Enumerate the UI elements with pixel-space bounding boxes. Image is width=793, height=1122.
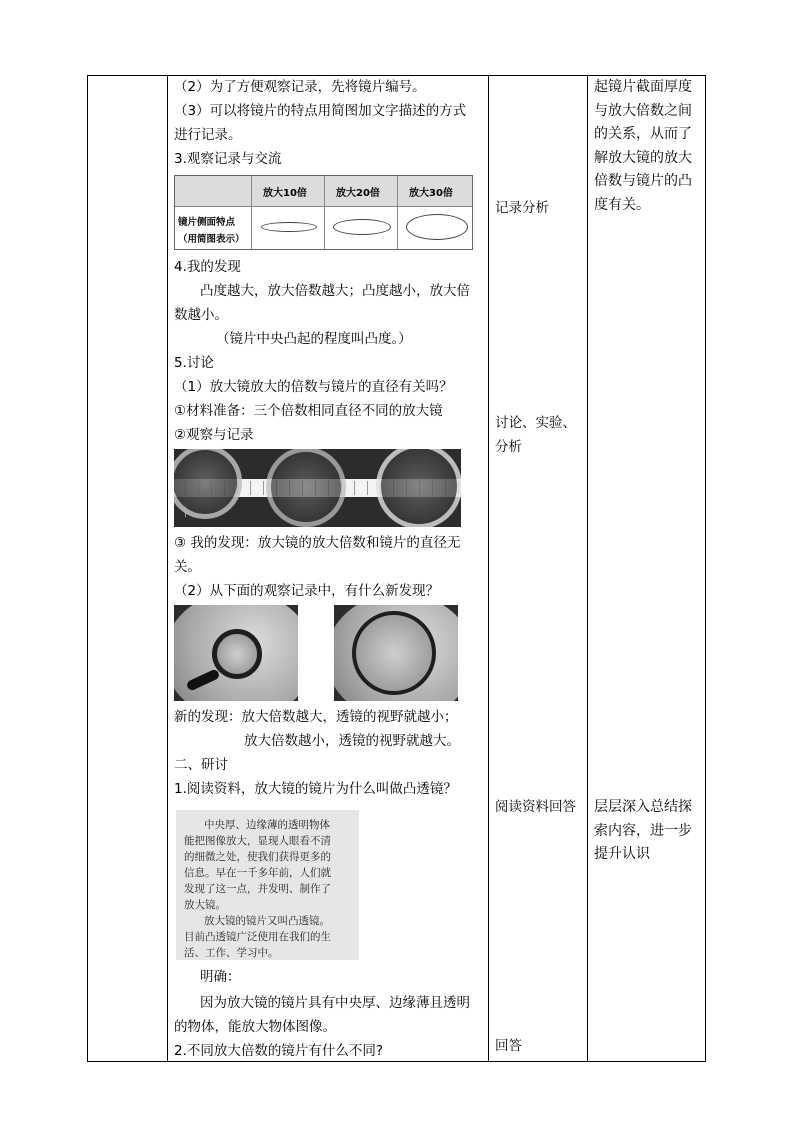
activity-label: 讨论、实验、 [495,415,576,431]
text-line: 2.不同放大倍数的镜片有什么不同? [174,1043,384,1059]
reading-line: 活、工作、学习中。 [184,947,279,959]
text-line: 数越小。 [174,307,228,323]
section-heading: 5.讨论 [174,355,214,371]
row-label: 镜片侧面特点 [178,217,236,228]
row-label: （用简图表示） [178,234,245,245]
header-10x: 放大10倍 [263,188,307,199]
text-line: 的物体，能放大物体图像。 [174,1019,336,1035]
text-line: ②观察与记录 [174,427,254,443]
text-line: 凸度越大，放大倍数越大；凸度越小，放大倍 [200,283,470,299]
text-line: （1）放大镜放大的倍数与镜片的直径有关吗？ [174,379,453,395]
section-heading: 3.观察记录与交流 [174,151,282,167]
magnifier [212,629,262,679]
design-intent: 层层深入总结探索内容，进一步提升认识 [594,799,692,862]
column-divider [167,75,168,1062]
reading-line: 发现了这一点，并发明、制作了 [184,883,331,895]
magnifier-diameter-photo [174,449,461,527]
activity-label: 记录分析 [495,200,549,216]
activity-label: 分析 [495,439,522,455]
reading-line: 信息。早在一千多年前，人们就 [184,867,331,879]
text-line: （3）可以将镜片的特点用简图加文字描述的方式 [174,103,467,119]
large-magnifier [376,449,461,527]
reading-line: 放大镜的镜片又叫凸透镜。 [204,915,330,927]
text-line: ①材料准备：三个倍数相同直径不同的放大镜 [174,403,443,419]
header-30x: 放大30倍 [409,188,453,199]
globe-photo-large-field [334,605,458,701]
text-line: 进行记录。 [174,127,242,143]
reading-line: 目前凸透镜广泛使用在我们的生 [184,931,331,943]
medium-magnifier [266,449,346,527]
text-line: 新的发现：放大倍数越大，透镜的视野就越小； [174,709,458,725]
small-magnifier [174,449,242,519]
column-divider [488,75,489,1062]
magnifier [352,611,436,695]
table-divider [397,176,398,249]
text-line: 放大倍数越小，透镜的视野就越大。 [244,733,460,749]
lens-sketch-20x [333,219,391,235]
design-intent: 起镜片截面厚度与放大倍数之间的关系，从而了解放大镜的放大倍数与镜片的凸度有关。 [594,79,692,213]
text-line: 1.阅读资料，放大镜的镜片为什么叫做凸透镜？ [174,781,457,797]
lens-sketch-10x [261,222,317,232]
reading-line: 中央厚、边缘薄的透明物体 [204,819,330,831]
table-divider [251,176,252,249]
reading-material-image [176,810,359,960]
text-line: 关。 [174,559,201,575]
text-line: 因为放大镜的镜片具有中央厚、边缘薄且透明 [200,995,470,1011]
text-line: 明确： [200,969,241,985]
column-divider [587,75,588,1062]
header-20x: 放大20倍 [336,188,380,199]
activity-label: 阅读资料回答 [495,799,576,815]
globe-photo-small-field [174,605,298,701]
lens-sketch-30x [406,214,468,240]
reading-line: 的细微之处，使我们获得更多的 [184,851,331,863]
table-divider [324,176,325,249]
text-line: （镜片中央凸起的程度叫凸度。） [216,331,412,347]
section-heading: 4.我的发现 [174,259,241,275]
text-line: ③ 我的发现：放大镜的放大倍数和镜片的直径无 [174,535,461,551]
text-line: （2）从下面的观察记录中，有什么新发现？ [174,583,440,599]
observation-table [174,175,473,250]
reading-line: 放大镜。 [184,899,226,911]
section-heading: 二、研讨 [174,757,228,773]
activity-label: 回答 [495,1038,522,1054]
reading-line: 能把图像放大，显现人眼看不清 [184,835,331,847]
text-line: （2）为了方便观察记录，先将镜片编号。 [174,79,426,95]
